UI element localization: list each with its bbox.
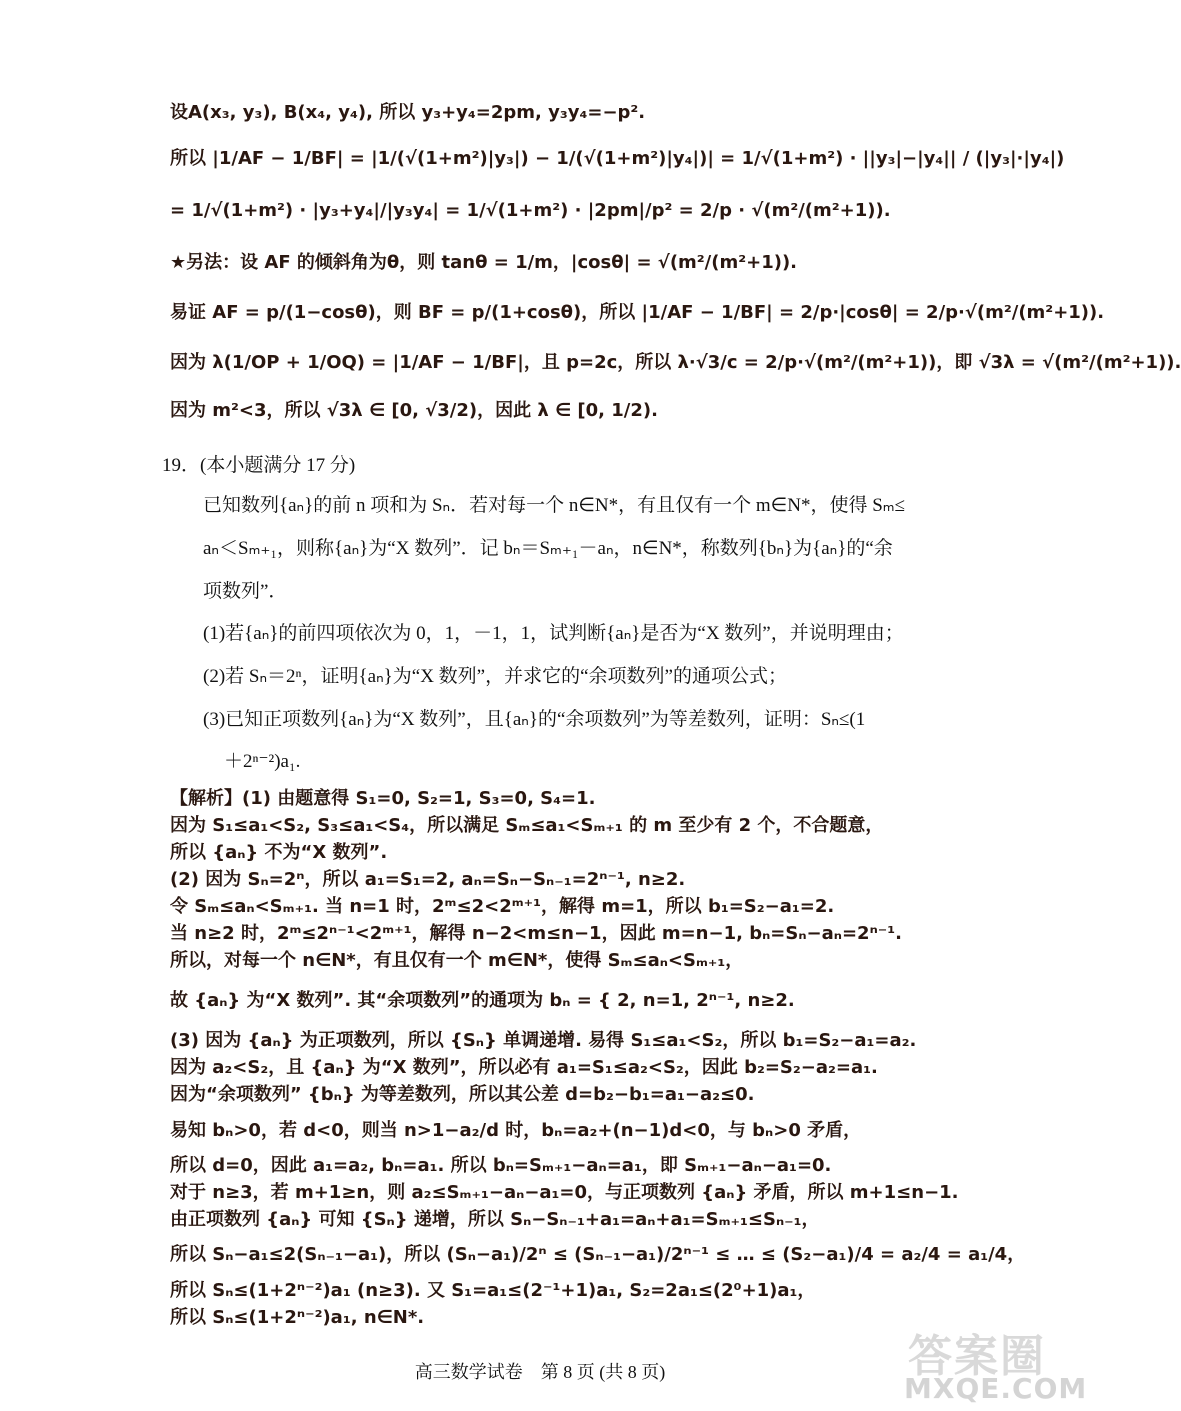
solution-line: 因为 m²<3，所以 √3λ ∈ [0, √3/2)，因此 λ ∈ [0, 1/2). bbox=[170, 400, 658, 421]
question-number: 19．(本小题满分 17 分) bbox=[162, 455, 356, 476]
question-stem-line: 已知数列{aₙ}的前 n 项和为 Sₙ．若对每一个 n∈N*，有且仅有一个 m∈N*，使得 Sₘ≤ bbox=[203, 495, 906, 516]
analysis-line: 因为 a₂<S₂，且 {aₙ} 为“X 数列”，所以必有 a₁=S₁≤a₂<S₂，因此 b₂=S₂−a₂=a₁. bbox=[170, 1057, 878, 1078]
question-part-3-cont: ＋2ⁿ⁻²)a₁. bbox=[224, 751, 301, 772]
solution-line: = 1/√(1+m²) · |y₃+y₄|/|y₃y₄| = 1/√(1+m²) · |2pm|/p² = 2/p · √(m²/(m²+1)). bbox=[170, 200, 891, 221]
analysis-line: 所以 d=0，因此 a₁=a₂, bₙ=a₁. 所以 bₙ=Sₘ₊₁−aₙ=a₁，即 Sₘ₊₁−aₙ−a₁=0. bbox=[170, 1155, 832, 1176]
analysis-line: 所以 {aₙ} 不为“X 数列”. bbox=[170, 842, 388, 863]
analysis-line: 由正项数列 {aₙ} 可知 {Sₙ} 递增，所以 Sₙ−Sₙ₋₁+a₁=aₙ+a₁=Sₘ₊₁≤Sₙ₋₁， bbox=[170, 1209, 820, 1230]
analysis-line: 故 {aₙ} 为“X 数列”. 其“余项数列”的通项为 bₙ = { 2, n=1, 2ⁿ⁻¹, n≥2. bbox=[170, 990, 795, 1011]
watermark-logo bbox=[898, 1320, 1088, 1410]
analysis-line: (2) 因为 Sₙ=2ⁿ，所以 a₁=S₁=2, aₙ=Sₙ−Sₙ₋₁=2ⁿ⁻¹, n≥2. bbox=[170, 869, 686, 890]
analysis-line: 因为“余项数列” {bₙ} 为等差数列，所以其公差 d=b₂−b₁=a₁−a₂≤0. bbox=[170, 1084, 755, 1105]
analysis-line: 因为 S₁≤a₁<S₂, S₃≤a₁<S₄，所以满足 Sₘ≤a₁<Sₘ₊₁ 的 m 至少有 2 个，不合题意， bbox=[170, 815, 884, 836]
analysis-line: 所以 Sₙ−a₁≤2(Sₙ₋₁−a₁)，所以 (Sₙ−a₁)/2ⁿ ≤ (Sₙ₋₁−a₁)/2ⁿ⁻¹ ≤ … ≤ (S₂−a₁)/4 = a₂/4 = a₁/4， bbox=[170, 1244, 1026, 1265]
solution-line: 因为 λ(1/OP + 1/OQ) = |1/AF − 1/BF|，且 p=2c，所以 λ·√3/c = 2/p·√(m²/(m²+1))，即 √3λ = √(m²/(m²+1)). bbox=[170, 352, 1181, 373]
question-stem-line: 项数列”． bbox=[203, 581, 288, 602]
analysis-line: 所以 Sₙ≤(1+2ⁿ⁻²)a₁, n∈N*. bbox=[170, 1307, 425, 1328]
analysis-line: 所以 Sₙ≤(1+2ⁿ⁻²)a₁ (n≥3). 又 S₁=a₁≤(2⁻¹+1)a₁, S₂=2a₁≤(2⁰+1)a₁， bbox=[170, 1280, 816, 1301]
watermark-url: MXQE.COM bbox=[904, 1372, 1088, 1405]
analysis-line: 易知 bₙ>0，若 d<0，则当 n>1−a₂/d 时，bₙ=a₂+(n−1)d<0，与 bₙ>0 矛盾， bbox=[170, 1120, 862, 1141]
analysis-line: 当 n≥2 时，2ᵐ≤2ⁿ⁻¹<2ᵐ⁺¹，解得 n−2<m≤n−1，因此 m=n−1, bₙ=Sₙ−aₙ=2ⁿ⁻¹. bbox=[170, 923, 902, 944]
question-part-1: (1)若{aₙ}的前四项依次为 0，1，－1，1，试判断{aₙ}是否为“X 数列”，并说明理由； bbox=[203, 623, 904, 644]
solution-line: 所以 |1/AF − 1/BF| = |1/(√(1+m²)|y₃|) − 1/(√(1+m²)|y₄|)| = 1/√(1+m²) · ||y₃|−|y₄|| / (|y₃|·|y₄|) bbox=[170, 148, 1065, 169]
question-part-3: (3)已知正项数列{aₙ}为“X 数列”，且{aₙ}的“余项数列”为等差数列，证明：Sₙ≤(1 bbox=[203, 709, 866, 730]
solution-line: 设A(x₃, y₃), B(x₄, y₄), 所以 y₃+y₄=2pm, y₃y₄=−p². bbox=[170, 102, 646, 123]
page-footer: 高三数学试卷 第 8 页 (共 8 页) bbox=[414, 1362, 666, 1382]
analysis-line: 【解析】(1) 由题意得 S₁=0, S₂=1, S₃=0, S₄=1. bbox=[170, 788, 596, 809]
solution-line: 易证 AF = p/(1−cosθ)，则 BF = p/(1+cosθ)，所以 |1/AF − 1/BF| = 2/p·|cosθ| = 2/p·√(m²/(m²+1)). bbox=[170, 302, 1105, 323]
question-part-2: (2)若 Sₙ＝2ⁿ，证明{aₙ}为“X 数列”，并求它的“余项数列”的通项公式； bbox=[203, 666, 787, 687]
watermark-text: 答案圈 bbox=[908, 1331, 1046, 1382]
analysis-line: 令 Sₘ≤aₙ<Sₘ₊₁. 当 n=1 时，2ᵐ≤2<2ᵐ⁺¹，解得 m=1，所以 b₁=S₂−a₁=2. bbox=[170, 896, 835, 917]
question-stem-line: aₙ＜Sₘ₊₁，则称{aₙ}为“X 数列”．记 bₙ＝Sₘ₊₁－aₙ，n∈N*，称数列{bₙ}为{aₙ}的“余 bbox=[203, 538, 893, 559]
analysis-line: 所以，对每一个 n∈N*，有且仅有一个 m∈N*，使得 Sₘ≤aₙ<Sₘ₊₁， bbox=[170, 950, 744, 971]
analysis-line: 对于 n≥3，若 m+1≥n，则 a₂≤Sₘ₊₁−aₙ−a₁=0，与正项数列 {aₙ} 矛盾，所以 m+1≤n−1. bbox=[170, 1182, 959, 1203]
solution-line: ★另法：设 AF 的倾斜角为θ，则 tanθ = 1/m，|cosθ| = √(m²/(m²+1)). bbox=[170, 252, 798, 273]
analysis-line: (3) 因为 {aₙ} 为正项数列，所以 {Sₙ} 单调递增. 易得 S₁≤a₁<S₂，所以 b₁=S₂−a₁=a₂. bbox=[170, 1030, 917, 1051]
